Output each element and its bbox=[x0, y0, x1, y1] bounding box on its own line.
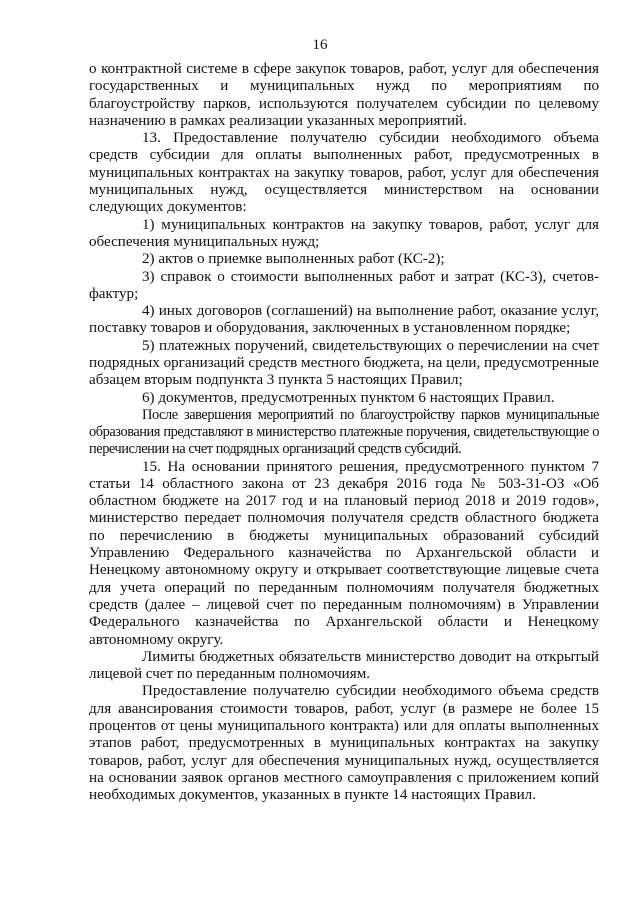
document-body bbox=[89, 61, 599, 804]
list-item-4: 4) иных договоров (соглашений) на выполнение работ, оказание услуг, поставку товаров и оборудования, заключенных в установленном порядке; bbox=[89, 303, 599, 337]
list-item-2: 2) актов о приемке выполненных работ (КС-2); bbox=[142, 251, 445, 268]
paragraph-limits: Лимиты бюджетных обязательств министерство доводит на открытый лицевой счет по переданным полномочиям. bbox=[89, 648, 599, 683]
paragraph-item-15: 15. На основании принятого решения, предусмотренного пунктом 7 статьи 14 областного закона от 23 декабря 2016 года № 503-31-ОЗ «Об областном бюджете на 2017 год и на плановый период 2018 и 2019 годов», министерство передает полномочия получателя средств областного бюджета по перечислению в бюджеты муниципальных образований субсидий Управлению Федерального казначейства по Архангельской области и Ненецкому автономному округу и открывает соответствующие лицевые счета для учета операций по переданным полномочиям получателя бюджетных средств (далее – лицевой счет по переданным полномочиям) в Управлении Федерального казначейства по Архангельской области и Ненецкому автономному округу. bbox=[89, 458, 599, 648]
paragraph-item-13: 13. Предоставление получателю субсидии необходимого объема средств субсидии для оплаты выполненных работ, предусмотренных в муниципальных контрактах на закупку товаров, работ, услуг для обеспечения муниципальных нужд, осуществляется министерством на основании следующих документов: bbox=[89, 130, 599, 216]
list-item-1: 1) муниципальных контрактов на закупку товаров, работ, услуг для обеспечения муниципальных нужд; bbox=[89, 216, 599, 250]
list-item-6: 6) документов, предусмотренных пунктом 6 настоящих Правил. bbox=[142, 389, 555, 406]
paragraph-provision: Предоставление получателю субсидии необходимого объема средств для авансирования стоимости товаров, работ, услуг (в размере не более 15 процентов от цены муниципального контракта) или для оплаты выполненных этапов работ, предусмотренных в муниципальных контрактах на закупку товаров, работ, услуг для обеспечения муниципальных нужд, осуществляется на основании заявок органов местного самоуправления с приложением копий необходимых документов, указанных в пункте 14 настоящих Правил. bbox=[89, 683, 599, 804]
list-item-3: 3) справок о стоимости выполненных работ и затрат (КС-3), счетов-фактур; bbox=[89, 268, 599, 302]
paragraph-continuation: о контрактной системе в сфере закупок товаров, работ, услуг для обеспечения государственных и муниципальных нужд по мероприятиям по благоустройству парков, используются получателем субсидии по целевому назначению в рамках реализации указанных мероприятий. bbox=[89, 61, 599, 129]
list-item-5: 5) платежных поручений, свидетельствующих о перечислении на счет подрядных организаций средств местного бюджета, на цели, предусмотренные абзацем вторым подпункта 3 пункта 5 настоящих Правил; bbox=[89, 337, 599, 389]
page-number: 16 bbox=[312, 37, 328, 53]
paragraph-after-completion: После завершения мероприятий по благоустройству парков муниципальные образования представляют в министерство платежные поручения, свидетельствующие о перечислении на счет подрядных организаций средств субсидий. bbox=[89, 406, 599, 458]
